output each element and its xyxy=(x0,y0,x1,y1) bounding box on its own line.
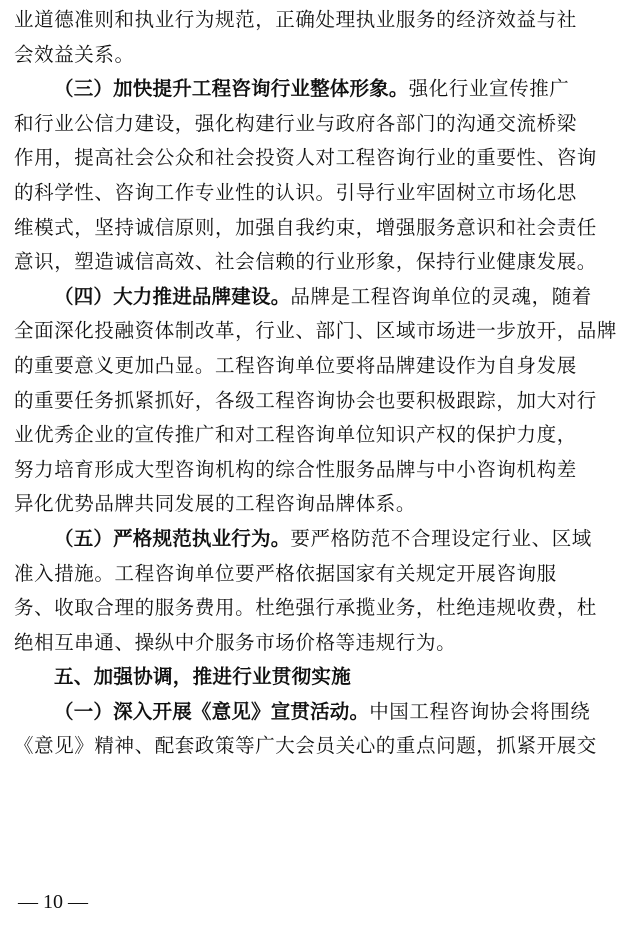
body-line xyxy=(14,211,610,246)
body-text: 意识，塑造诚信高效、社会信赖的行业形象，保持行业健康发展。 xyxy=(14,250,597,274)
document-page xyxy=(14,3,618,764)
body-text: 要严格防范不合理设定行业、区域 xyxy=(290,526,592,550)
body-line xyxy=(14,418,610,453)
body-line xyxy=(14,176,610,211)
body-text: 绝相互串通、操纵中介服务市场价格等违规行为。 xyxy=(14,630,457,654)
body-line xyxy=(14,3,610,38)
paragraph-start-line xyxy=(14,280,610,315)
body-text: 业道德准则和执业行为规范，正确处理执业服务的经济效益与社 xyxy=(14,8,577,31)
body-text: 中国工程咨询协会将围绕 xyxy=(369,699,591,723)
body-line xyxy=(14,314,618,349)
body-text: 的重要意义更加凸显。工程咨询单位要将品牌建设作为自身发展 xyxy=(14,353,577,377)
body-text: 会效益关系。 xyxy=(14,42,135,66)
body-line xyxy=(14,384,610,419)
body-line xyxy=(14,349,610,384)
body-text: 作用，提高社会公众和社会投资人对工程咨询行业的重要性、咨询 xyxy=(14,146,597,170)
body-line xyxy=(14,453,610,488)
body-text: 和行业公信力建设，强化构建行业与政府各部门的沟通交流桥梁 xyxy=(14,111,577,135)
body-text: 的重要任务抓紧抓好，各级工程咨询协会也要积极跟踪，加大对行 xyxy=(14,388,597,412)
paragraph-heading: （一）深入开展《意见》宣贯活动。 xyxy=(54,699,370,723)
section-heading: 五、加强协调，推进行业贯彻实施 xyxy=(54,665,352,689)
paragraph-start-line xyxy=(14,695,610,730)
paragraph-heading: （五）严格规范执业行为。 xyxy=(54,526,291,550)
body-text: 强化行业宣传推广 xyxy=(408,77,570,101)
body-line xyxy=(14,487,610,522)
body-line xyxy=(14,729,610,764)
section-heading-line xyxy=(14,660,610,695)
body-line xyxy=(14,141,610,176)
body-line xyxy=(14,626,610,661)
body-text: 维模式，坚持诚信原则，加强自我约束，增强服务意识和社会责任 xyxy=(14,215,597,239)
body-text: 的科学性、咨询工作专业性的认识。引导行业牢固树立市场化思 xyxy=(14,180,577,204)
body-line xyxy=(14,557,610,592)
body-line xyxy=(14,38,610,73)
body-text: 异化优势品牌共同发展的工程咨询品牌体系。 xyxy=(14,492,417,516)
paragraph-start-line xyxy=(14,522,610,557)
body-text: 品牌是工程咨询单位的灵魂，随着 xyxy=(290,284,592,308)
body-line xyxy=(14,107,610,142)
paragraph-heading: （三）加快提升工程咨询行业整体形象。 xyxy=(54,77,409,101)
paragraph-start-line xyxy=(14,72,610,107)
body-text: 《意见》精神、配套政策等广大会员关心的重点问题，抓紧开展交 xyxy=(14,734,597,758)
paragraph-heading: （四）大力推进品牌建设。 xyxy=(54,284,291,308)
body-line xyxy=(14,245,610,280)
body-text: 业优秀企业的宣传推广和对工程咨询单位知识产权的保护力度， xyxy=(14,423,577,447)
body-text: 努力培育形成大型咨询机构的综合性服务品牌与中小咨询机构差 xyxy=(14,457,577,481)
body-text: 务、收取合理的服务费用。杜绝强行承揽业务，杜绝违规收费，杜 xyxy=(14,596,597,620)
body-text: 准入措施。工程咨询单位要严格依据国家有关规定开展咨询服 xyxy=(14,561,557,585)
body-text: 全面深化投融资体制改革，行业、部门、区域市场进一步放开，品牌 xyxy=(14,319,618,343)
body-line xyxy=(14,591,610,626)
page-number: — 10 — xyxy=(18,891,88,913)
